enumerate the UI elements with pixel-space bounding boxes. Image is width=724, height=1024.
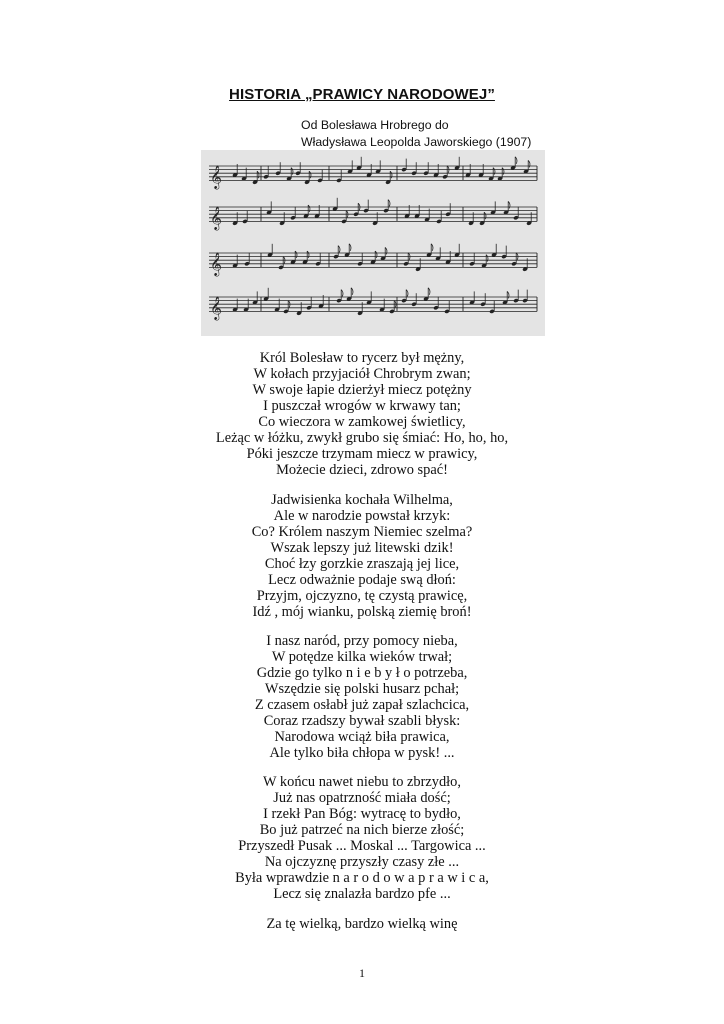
subtitle-line: Władysława Leopolda Jaworskiego (1907)	[301, 135, 532, 149]
verse-line: Była wprawdzie n a r o d o w a p r a w i c a,	[235, 870, 489, 886]
verse-line: W potędze kilka wieków trwał;	[271, 649, 453, 665]
verse-line: Przyszedł Pusak ... Moskal ... Targowica ...	[238, 838, 486, 854]
subtitle-line: Od Bolesława Hrobrego do	[301, 118, 449, 132]
verse-line: Ale w narodzie powstał krzyk:	[273, 508, 451, 524]
treble-clef-icon: 𝄞	[210, 164, 222, 189]
verse-line: Król Bolesław to rycerz był mężny,	[259, 350, 465, 366]
verse-line: I nasz naród, przy pomocy nieba,	[266, 633, 458, 649]
verse-line: Coraz rzadszy bywał szabli błysk:	[263, 713, 461, 729]
verse-line: Co? Królem naszym Niemiec szelma?	[251, 524, 473, 540]
verse-line: Wszak lepszy już litewski dzik!	[270, 540, 454, 556]
verse-line: I rzekł Pan Bóg: wytracę to bydło,	[263, 806, 461, 822]
verse-line: Lecz się znalazła bardzo pfe ...	[273, 886, 451, 902]
verse-line: Lecz odważnie podaje swą dłoń:	[268, 572, 456, 588]
verse-line: Bo już patrzeć na nich bierze złość;	[259, 822, 465, 838]
verse-line: Co wieczora w zamkowej świetlicy,	[258, 414, 466, 430]
sheet-music-image	[201, 150, 545, 336]
verse-line: Możecie dzieci, zdrowo spać!	[276, 462, 448, 478]
verse-line: Narodowa wciąż biła prawica,	[274, 729, 450, 745]
verse-line: Wszędzie się polski husarz pchał;	[264, 681, 460, 697]
document-title: HISTORIA „PRAWICY NARODOWEJ”	[229, 86, 495, 103]
treble-clef-icon: 𝄞	[210, 251, 222, 276]
verse-line: Na ojczyznę przyszły czasy złe ...	[264, 854, 460, 870]
verse-line: Ale tylko biła chłopa w pysk! ...	[269, 745, 455, 761]
verse-line: Gdzie go tylko n i e b y ł o potrzeba,	[256, 665, 468, 681]
stanza-3	[0, 633, 724, 761]
page-number: 1	[359, 966, 365, 980]
verse-line: W kołach przyjaciół Chrobrym zwan;	[253, 366, 471, 382]
verse-line: W swoje łapie dzierżył miecz potężny	[252, 382, 472, 398]
stanza-4	[0, 774, 724, 902]
verse-line: Idź , mój wianku, polską ziemię broń!	[252, 604, 472, 620]
verse-line: Z czasem osłabł już zapał szlachcica,	[254, 697, 470, 713]
verse-line: Póki jeszcze trzymam miecz w prawicy,	[246, 446, 478, 462]
verse-line: Za tę wielką, bardzo wielką winę	[266, 916, 458, 932]
verse-line: Jadwisienka kochała Wilhelma,	[271, 492, 453, 508]
verse-line: Przyjm, ojczyzno, tę czystą prawicę,	[256, 588, 468, 604]
treble-clef-icon: 𝄞	[210, 205, 222, 230]
stanza-1	[0, 350, 724, 478]
verse-line: Leżąc w łóżku, zwykł grubo się śmiać: Ho, ho, ho,	[215, 430, 509, 446]
stanza-5	[0, 916, 724, 932]
sheet-music-icon	[201, 150, 545, 336]
verse-line: I puszczał wrogów w krwawy tan;	[263, 398, 461, 414]
treble-clef-icon: 𝄞	[210, 295, 222, 320]
verse-line: W końcu nawet niebu to zbrzydło,	[263, 774, 461, 790]
verse-line: Choć łzy gorzkie zraszają jej lice,	[264, 556, 460, 572]
document-subtitle	[301, 117, 601, 151]
verse-line: Już nas opatrzność miała dość;	[273, 790, 451, 806]
stanza-2	[0, 492, 724, 620]
